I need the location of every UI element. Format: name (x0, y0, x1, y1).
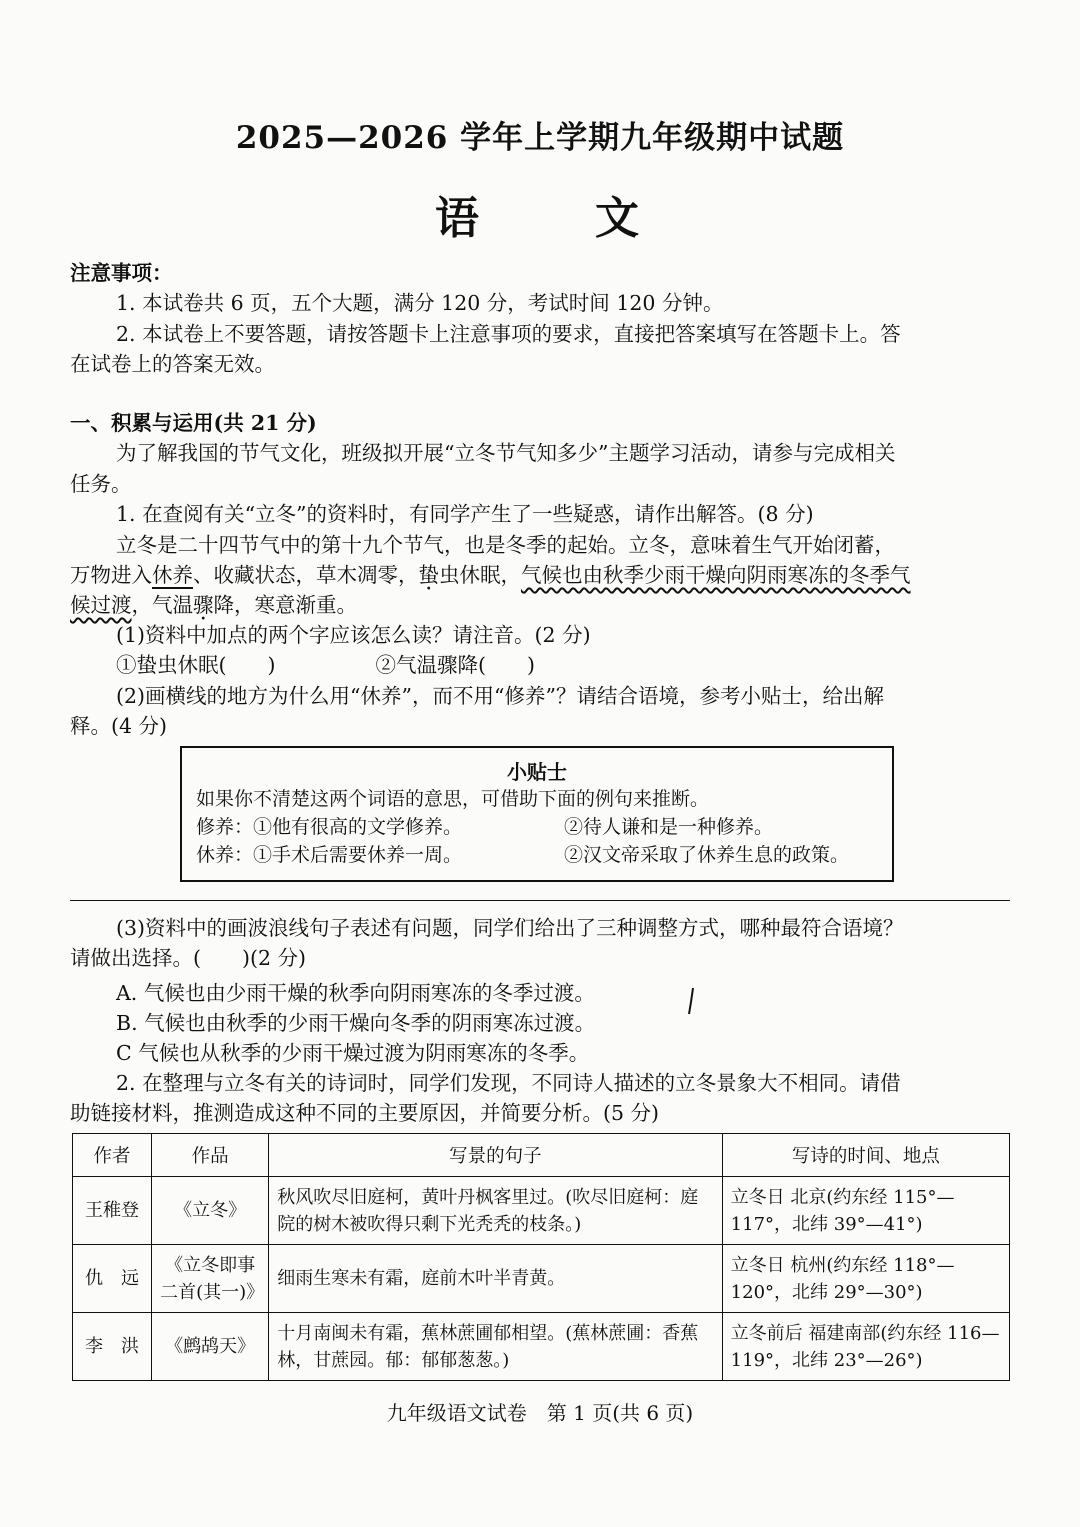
table-header-row (73, 1134, 1010, 1177)
option-b: B. 气候也由秋季的少雨干燥向冬季的阴雨寒冻过渡。 (116, 1011, 596, 1035)
exam-title: 2025—2026 学年上学期九年级期中试题 (235, 120, 845, 156)
work-cell: 《立冬即事二首(其一)》 (152, 1245, 269, 1313)
subject-title (0, 182, 1080, 246)
passage-text: 万物进入 (70, 563, 152, 587)
question-1-2b: 释。(4 分) (70, 714, 168, 738)
place-cell: 立冬日 北京(约东经 115°—117°，北纬 39°—41°) (722, 1177, 1009, 1245)
question-1-1: (1)资料中加点的两个字应该怎么读？请注音。(2 分) (116, 623, 591, 647)
question-1-1-items (116, 650, 1010, 680)
work-cell: 《鹧鸪天》 (152, 1313, 269, 1381)
page-footer: 九年级语文试卷 第 1 页(共 6 页) (386, 1401, 694, 1425)
dotted-char-2: 骤 (193, 593, 214, 617)
tips-example: 休养：①手术后需要休养一周。 (196, 844, 463, 866)
pinyin-item-b: ②气温骤降( ) (375, 653, 535, 677)
question-2a: 2. 在整理与立冬有关的诗词时，同学们发现，不同诗人描述的立冬景象大不相同。请借 (116, 1071, 901, 1095)
question-1-3a: (3)资料中的画波浪线句子表述有问题，同学们给出了三种调整方式，哪种最符合语境？ (116, 916, 904, 940)
poem-table (72, 1133, 1010, 1381)
wavy-sentence-end: 候过渡 (70, 593, 132, 617)
question-1: 1. 在查阅有关“立冬”的资料时，有同学产生了一些疑惑，请作出解答。(8 分) (116, 502, 814, 526)
passage-line-2 (70, 560, 1010, 590)
section1-intro-b: 任务。 (70, 472, 132, 496)
option-c: C 气候也从秋季的少雨干燥过渡为阴雨寒冻的冬季。 (116, 1041, 590, 1065)
notice-heading: 注意事项： (70, 261, 173, 285)
tips-example: 修养：①他有很高的文学修养。 (196, 816, 463, 838)
tips-line-3 (196, 841, 892, 869)
scene-cell: 细雨生寒未有霜，庭前木叶半青黄。 (269, 1245, 722, 1313)
dotted-char-1: 蛰 (418, 563, 439, 587)
pen-mark (686, 986, 696, 1016)
answer-line (70, 900, 1010, 901)
scene-cell: 秋风吹尽旧庭柯，黄叶丹枫客里过。(吹尽旧庭柯：庭院的树木被吹得只剩下光秃秃的枝条。) (269, 1177, 722, 1245)
table-header: 作者 (73, 1134, 152, 1177)
question-1-3b: 请做出选择。( )(2 分) (70, 946, 307, 970)
tips-line-1: 如果你不清楚这两个词语的意思，可借助下面的例句来推断。 (196, 788, 710, 810)
option-a: A. 气候也由少雨干燥的秋季向阴雨寒冻的冬季过渡。 (116, 981, 595, 1005)
passage-line-3 (70, 590, 1010, 620)
table-row (73, 1177, 1010, 1245)
author-cell: 王稚登 (73, 1177, 152, 1245)
pinyin-item-a: ①蛰虫休眠( ) (116, 653, 276, 677)
tips-example: ②汉文帝采取了休养生息的政策。 (564, 844, 850, 866)
scene-cell: 十月南闽未有霜，蕉林蔗圃郁相望。(蕉林蔗圃：香蕉林，甘蔗园。郁：郁郁葱葱。) (269, 1313, 722, 1381)
place-cell: 立冬日 杭州(约东经 118°—120°，北纬 29°—30°) (722, 1245, 1009, 1313)
notice-item-1: 1. 本试卷共 6 页，五个大题，满分 120 分，考试时间 120 分钟。 (116, 291, 724, 315)
table-row (73, 1313, 1010, 1381)
passage-text: 降，寒意渐重。 (213, 593, 357, 617)
author-cell: 仇 远 (73, 1245, 152, 1313)
table-row (73, 1245, 1010, 1313)
work-cell: 《立冬》 (152, 1177, 269, 1245)
subject-char-2: 文 (595, 193, 645, 244)
notice-item-2a: 2. 本试卷上不要答题，请按答题卡上注意事项的要求，直接把答案填写在答题卡上。答 (116, 322, 901, 346)
section1-intro-a: 为了解我国的节气文化，班级拟开展“立冬节气知多少”主题学习活动，请参与完成相关 (116, 441, 896, 465)
passage-text: 、收藏状态，草木凋零， (193, 563, 419, 587)
passage-text: ，气温 (131, 593, 193, 617)
tips-heading: 小贴士 (507, 760, 567, 784)
notice-item-2b: 在试卷上的答案无效。 (70, 352, 275, 376)
question-2b: 助链接材料，推测造成这种不同的主要原因，并简要分析。(5 分) (70, 1101, 660, 1125)
table-header: 写景的句子 (269, 1134, 722, 1177)
section1-heading: 一、积累与运用(共 21 分) (70, 411, 317, 435)
place-cell: 立冬前后 福建南部(约东经 116—119°，北纬 23°—26°) (722, 1313, 1009, 1381)
table-header: 作品 (152, 1134, 269, 1177)
underlined-word: 休养 (152, 563, 193, 587)
passage-line-1: 立冬是二十四节气中的第十九个节气，也是冬季的起始。立冬，意味着生气开始闭蓄， (116, 533, 895, 557)
subject-char-1: 语 (435, 193, 485, 244)
author-cell: 李 洪 (73, 1313, 152, 1381)
tips-line-2 (196, 813, 892, 841)
passage-text: 虫休眠， (439, 563, 521, 587)
wavy-sentence: 气候也由秋季少雨干燥向阴雨寒冻的冬季气 (521, 563, 911, 587)
question-1-2a: (2)画横线的地方为什么用“休养”，而不用“修养”？请结合语境，参考小贴士，给出解 (116, 684, 884, 708)
table-header: 写诗的时间、地点 (722, 1134, 1009, 1177)
tips-example: ②待人谦和是一种修养。 (564, 816, 774, 838)
tips-box (180, 746, 894, 882)
